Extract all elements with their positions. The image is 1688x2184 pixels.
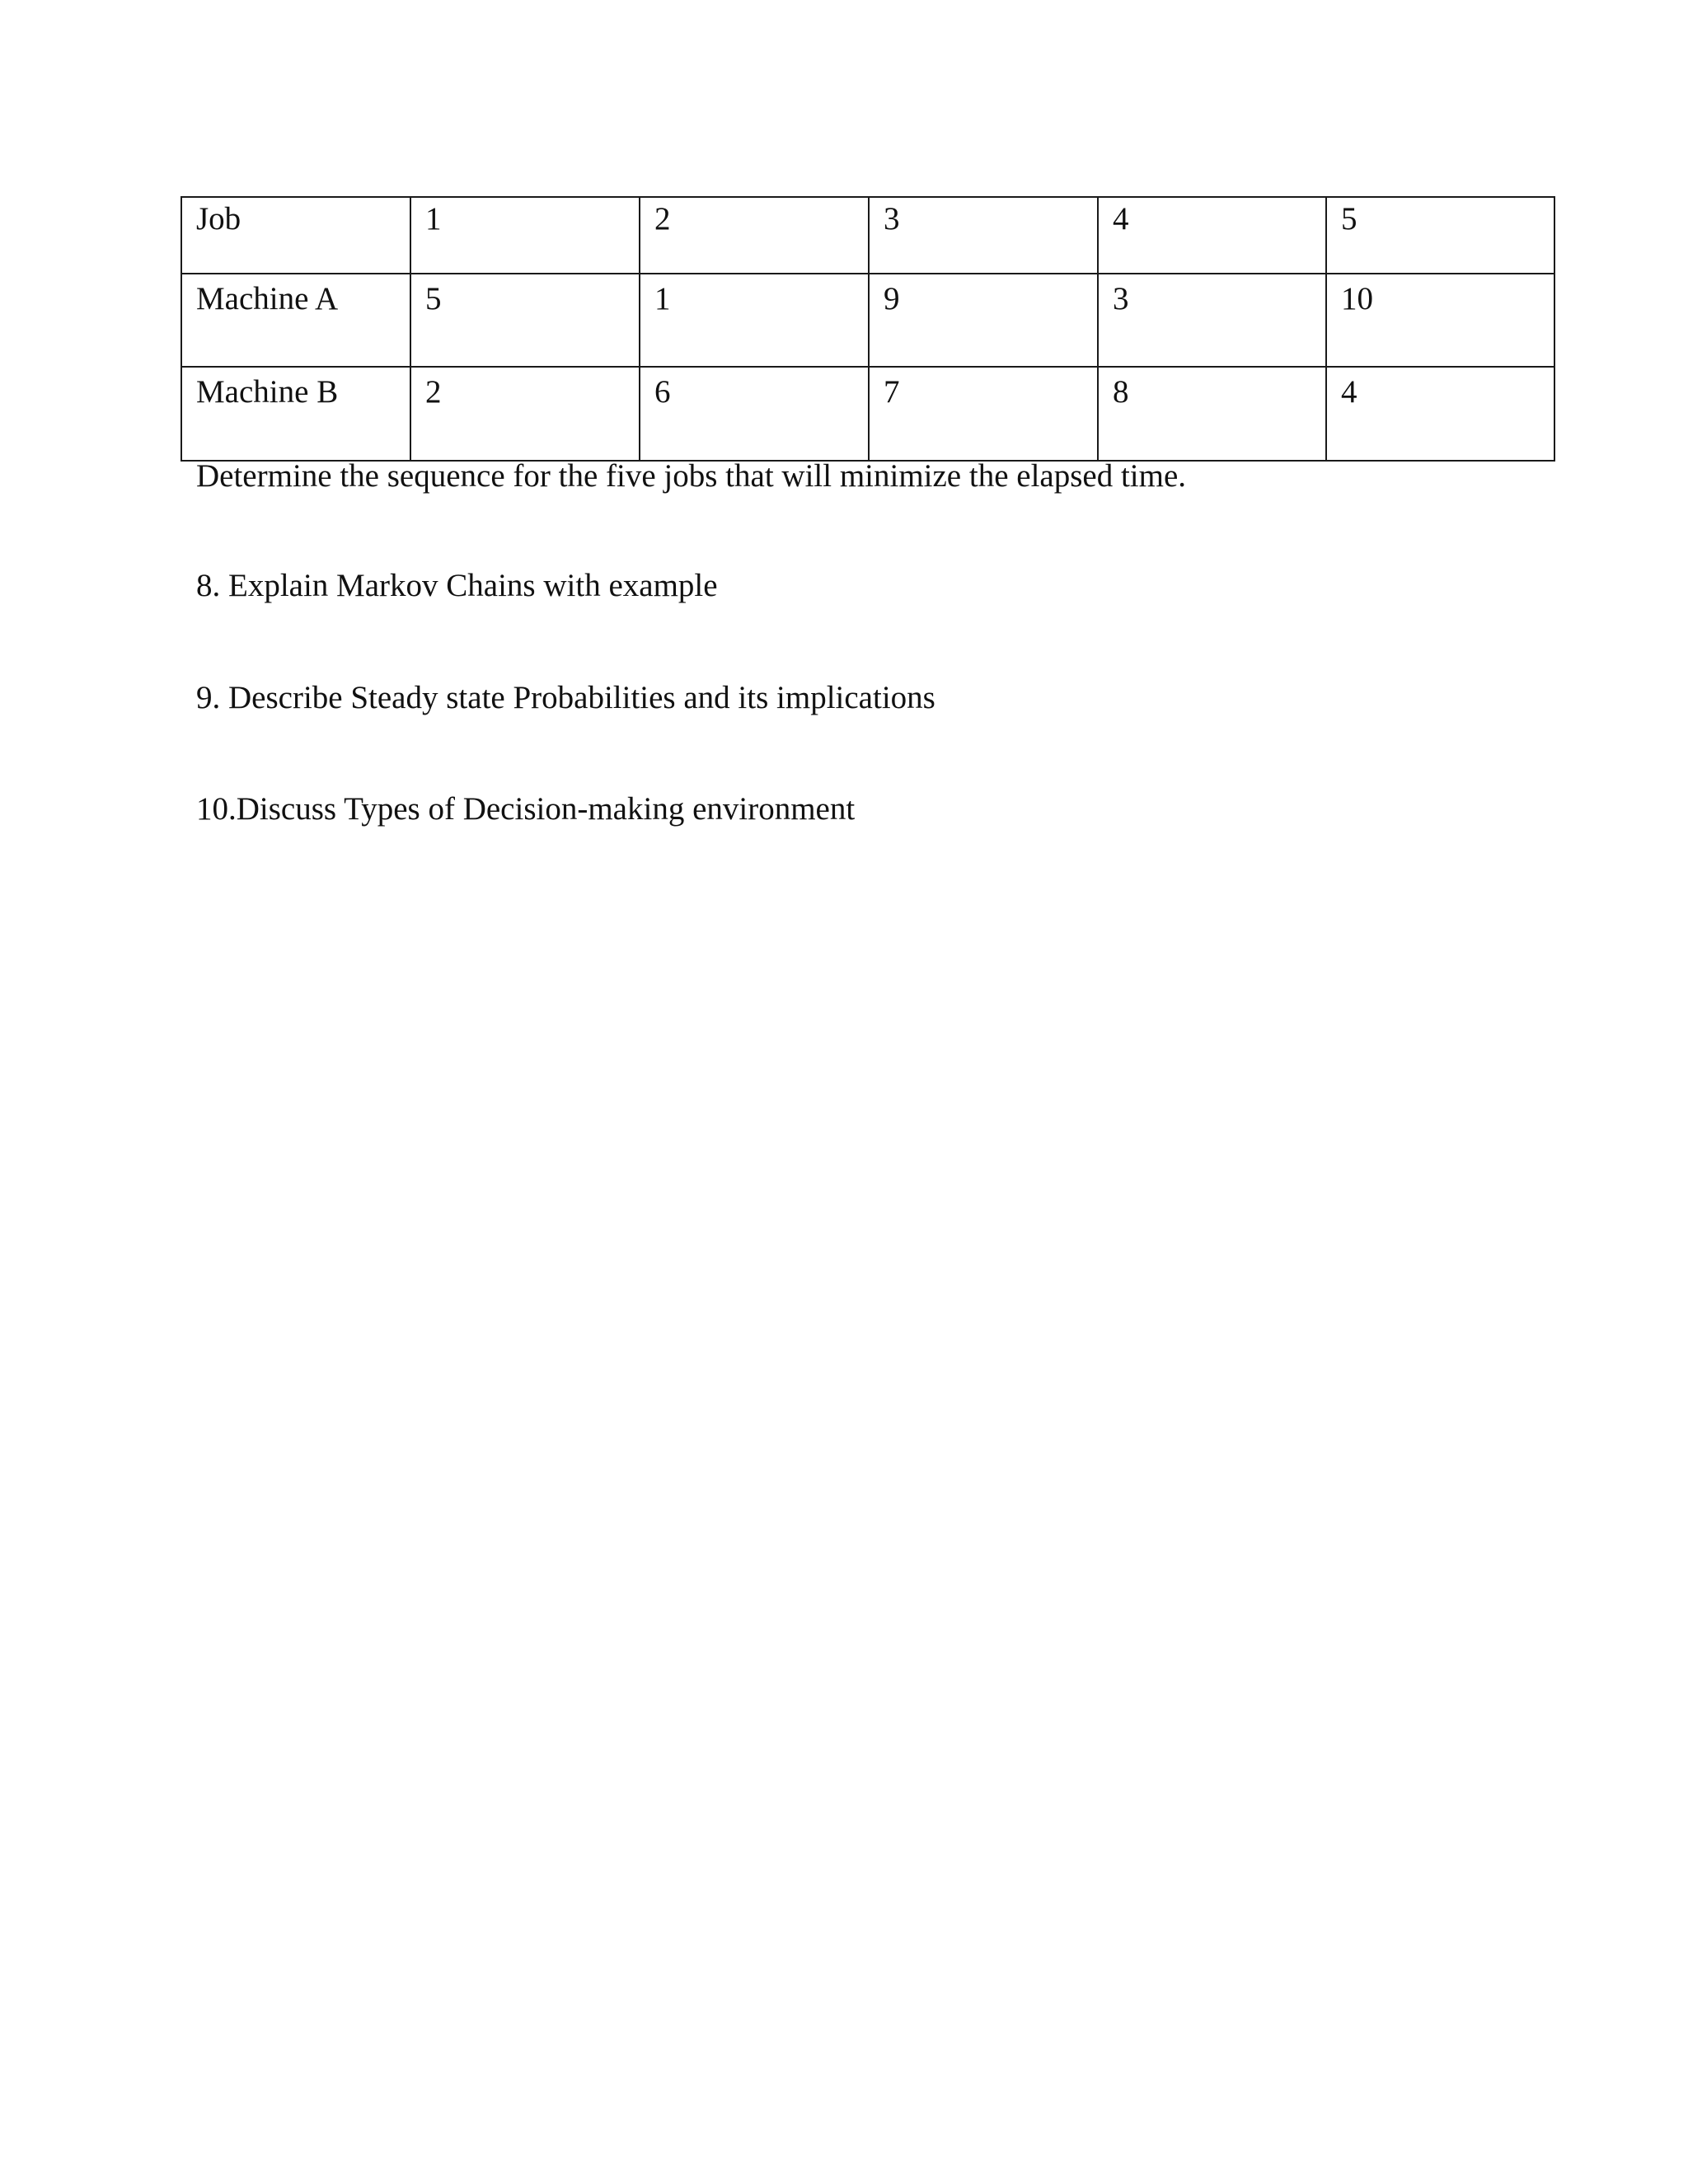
question-10: 10.Discuss Types of Decision-making environment xyxy=(196,791,856,827)
row-header-job: Job xyxy=(181,197,410,274)
table-cell: 5 xyxy=(410,274,640,367)
table-cell: 5 xyxy=(1326,197,1554,274)
table-row-machine-a xyxy=(181,274,1554,367)
instruction-text: Determine the sequence for the five jobs that will minimize the elapsed time. xyxy=(196,458,1187,494)
table-cell: 3 xyxy=(869,197,1098,274)
question-9: 9. Describe Steady state Probabilities and its implications xyxy=(196,680,935,715)
table-cell: 9 xyxy=(869,274,1098,367)
row-header-machine-b: Machine B xyxy=(181,367,410,461)
table-cell: 1 xyxy=(640,274,869,367)
table-cell: 10 xyxy=(1326,274,1554,367)
table-cell: 6 xyxy=(640,367,869,461)
job-machine-table xyxy=(181,196,1555,462)
table-cell: 3 xyxy=(1098,274,1326,367)
table-cell: 4 xyxy=(1326,367,1554,461)
table-cell: 7 xyxy=(869,367,1098,461)
question-8: 8. Explain Markov Chains with example xyxy=(196,568,718,603)
table-cell: 2 xyxy=(410,367,640,461)
table-cell: 4 xyxy=(1098,197,1326,274)
row-header-machine-a: Machine A xyxy=(181,274,410,367)
table-row-job xyxy=(181,197,1554,274)
table-cell: 8 xyxy=(1098,367,1326,461)
table-cell: 1 xyxy=(410,197,640,274)
table-cell: 2 xyxy=(640,197,869,274)
table-row-machine-b xyxy=(181,367,1554,461)
